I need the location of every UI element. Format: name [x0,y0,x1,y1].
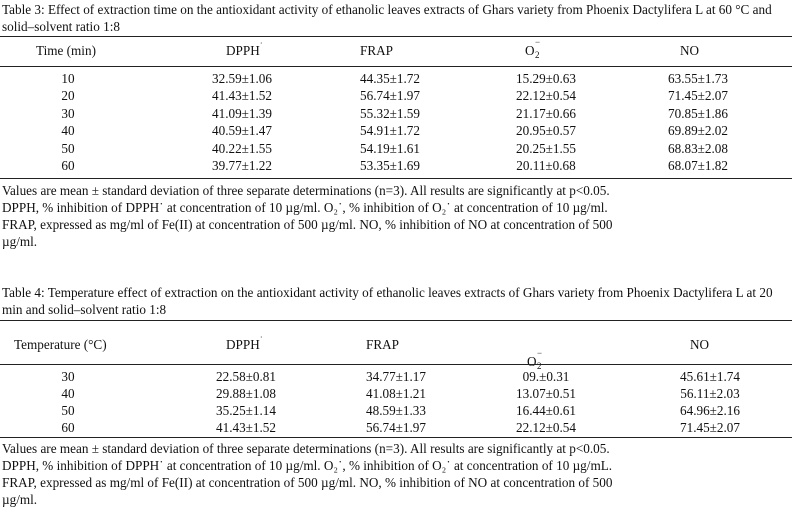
table4-header-dpph: DPPH˙ [226,335,263,352]
table4-note-line: µg/ml. [2,492,38,507]
table-cell: 35.25±1.14 [216,403,276,418]
table-cell: 13.07±0.51 [516,386,576,401]
table3-top-rule [0,36,792,37]
table-cell: 40.22±1.55 [212,141,272,156]
table-cell: 71.45±2.07 [668,88,728,103]
table-cell: 41.43±1.52 [216,420,276,435]
table-cell: 34.77±1.17 [366,369,426,384]
table3-header-no: NO [680,43,700,58]
table-cell: 30 [61,369,75,384]
table3-note-line: µg/ml. [2,234,38,249]
table-cell: 21.17±0.66 [516,106,576,121]
table-cell: 20.11±0.68 [516,158,576,173]
table4-note-line: Values are mean ± standard deviation of three separate determinations (n=3). All results are significantly at p<0.05. [2,441,610,456]
table-cell: 41.43±1.52 [212,88,272,103]
table3-header-time: Time (min) [36,43,96,58]
table-cell: 56.74±1.97 [360,88,420,103]
table-cell: 16.44±0.61 [516,403,576,418]
table4-header-temperature: Temperature (°C) [14,337,107,352]
table-cell: 41.08±1.21 [366,386,426,401]
table4-bottom-rule [0,437,792,438]
table-cell: 53.35±1.69 [360,158,420,173]
table-cell: 40 [61,386,75,401]
table-cell: 22.58±0.81 [216,369,276,384]
table-cell: 41.09±1.39 [212,106,272,121]
table4-header-rule [0,364,792,365]
table-cell: 30 [61,106,75,121]
table3-notes [2,182,794,250]
table4-note-line: FRAP, expressed as mg/ml of Fe(II) at concentration of 500 µg/ml. NO, % inhibition of NO at concentration of 500 [2,475,613,490]
table4-top-rule [0,320,792,321]
table-cell: 60 [61,158,75,173]
table4-notes [2,440,794,508]
table-cell: 22.12±0.54 [516,88,576,103]
table-cell: 22.12±0.54 [516,420,576,435]
table3-header-rule [0,66,792,67]
table-cell: 68.07±1.82 [668,158,728,173]
table4-header-frap: FRAP [366,337,399,352]
table-cell: 50 [61,403,75,418]
table3-bottom-rule [0,178,792,179]
table-cell: 71.45±2.07 [680,420,740,435]
table3-note-line: Values are mean ± standard deviation of three separate determinations (n=3). All results are significantly at p<0.05. [2,183,610,198]
table3-header-dpph: DPPH˙ [226,41,263,58]
table3-note-line: DPPH, % inhibition of DPPH˙ at concentration of 10 µg/ml. O₂˙, % inhibition of O₂˙ at concentration of 10 µg/ml. [2,200,608,215]
table-cell: 48.59±1.33 [366,403,426,418]
table-cell: 20.25±1.55 [516,141,576,156]
table3-caption: Table 3: Effect of extraction time on the antioxidant activity of ethanolic leaves extracts of Ghars variety from Phoenix Dactylifera L at 60 °C and solid–solvent ratio 1:8 [2,2,772,34]
table3-header-frap: FRAP [360,43,393,58]
table-cell: 20 [61,88,75,103]
table-cell: 29.88±1.08 [216,386,276,401]
table-cell: 70.85±1.86 [668,106,728,121]
table-cell: 44.35±1.72 [360,71,420,86]
table3-header-o2: O − 2 [525,37,541,60]
table-cell: 60 [61,420,75,435]
table-cell: 10 [61,71,75,86]
table-cell: 20.95±0.57 [516,123,576,138]
table-cell: 39.77±1.22 [212,158,272,173]
table4-header-no: NO [690,337,710,352]
table-cell: 40 [61,123,75,138]
table-cell: 32.59±1.06 [212,71,272,86]
table-cell: 69.89±2.02 [668,123,728,138]
table-cell: 55.32±1.59 [360,106,420,121]
table4-note-line: DPPH, % inhibition of DPPH˙ at concentration of 10 µg/ml. O₂˙, % inhibition of O₂˙ at concentration of 10 µg/mL. [2,458,613,473]
table-cell: 50 [61,141,75,156]
table-cell: 68.83±2.08 [668,141,728,156]
table-cell: 45.61±1.74 [680,369,740,384]
table-cell: 56.74±1.97 [366,420,426,435]
table-cell: 64.96±2.16 [680,403,740,418]
table-cell: 40.59±1.47 [212,123,272,138]
table-cell: 56.11±2.03 [680,386,740,401]
table-cell: 63.55±1.73 [668,71,728,86]
table4-caption: Table 4: Temperature effect of extraction on the antioxidant activity of ethanolic leaves extracts of Ghars variety from Phoenix Dactylifera L at 20 min and solid–solvent ratio 1:8 [2,285,773,317]
table-cell: 15.29±0.63 [516,71,576,86]
table4-header-o2: O − 2 [527,348,543,371]
table-cell: 54.91±1.72 [360,123,420,138]
table-cell: 54.19±1.61 [360,141,420,156]
table-cell: 09.±0.31 [522,369,570,384]
table3-note-line: FRAP, expressed as mg/ml of Fe(II) at concentration of 500 µg/ml. NO, % inhibition of NO at concentration of 500 [2,217,613,232]
